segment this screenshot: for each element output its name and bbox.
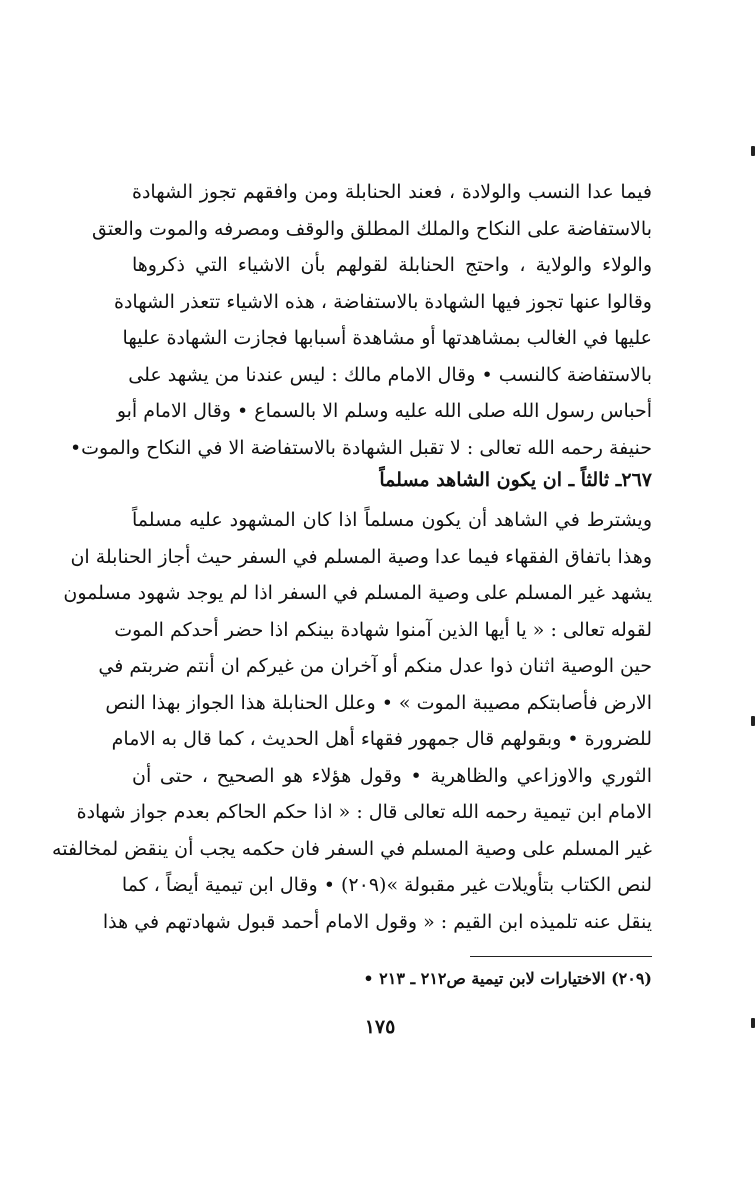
text-line: يشهد غير المسلم على وصية المسلم في السفر اذا لم يوجد شهود مسلمون — [63, 582, 652, 604]
text-line: ينقل عنه تلميذه ابن القيم : « وقول الامام أحمد قبول شهادتهم في هذا — [102, 910, 652, 933]
text-line: عليها في الغالب بمشاهدتها أو مشاهدة أسبابها فجازت الشهادة عليها — [122, 327, 652, 349]
text-line: وهذا باتفاق الفقهاء فيما عدا وصية المسلم في السفر حيث أجاز الحنابلة ان — [70, 545, 652, 568]
text-line: للضرورة • وبقولهم قال جمهور فقهاء أهل الحديث ، كما قال به الامام — [111, 728, 652, 750]
paragraph-2 — [52, 502, 652, 940]
scan-edge-mark — [751, 146, 755, 156]
text-line: الامام ابن تيمية رحمه الله تعالى قال : « اذا حكم الحاكم بعدم جواز شهادة — [76, 801, 652, 823]
footnote: (٢٠٩) الاختيارات لابن تيمية ص٢١٢ ـ ٢١٣ • — [363, 969, 652, 988]
text-line: بالاستفاضة كالنسب • وقال الامام مالك : ليس عندنا من يشهد على — [128, 363, 652, 386]
section-heading: ٢٦٧ـ ثالثاً ـ ان يكون الشاهد مسلماً — [379, 469, 652, 491]
page-number: ١٧٥ — [364, 1016, 396, 1038]
scan-edge-mark — [751, 716, 755, 726]
text-line: فيما عدا النسب والولادة ، فعند الحنابلة ومن وافقهم تجوز الشهادة — [132, 181, 652, 203]
paragraph-1 — [69, 174, 652, 466]
text-line: حنيفة رحمه الله تعالى : لا تقبل الشهادة بالاستفاضة الا في النكاح والموت• — [69, 436, 652, 459]
text-line: الارض فأصابتكم مصيبة الموت » • وعلل الحنابلة هذا الجواز بهذا النص — [105, 691, 652, 714]
text-line: الثوري والاوزاعي والظاهرية • وقول هؤلاء هو الصحيح ، حتى أن — [132, 764, 652, 787]
text-line: لنص الكتاب بتأويلات غير مقبولة »(٢٠٩) • وقال ابن تيمية أيضاً ، كما — [121, 874, 652, 896]
text-line: والولاء والولاية ، واحتج الحنابلة لقولهم بأن الاشياء التي ذكروها — [132, 254, 652, 276]
text-line: وقالوا عنها تجوز فيها الشهادة بالاستفاضة ، هذه الاشياء تتعذر الشهادة — [113, 290, 652, 313]
scan-edge-mark — [751, 1018, 755, 1028]
text-line: غير المسلم على وصية المسلم في السفر فان حكمه يجب أن ينقض لمخالفته — [52, 837, 652, 860]
text-line: بالاستفاضة على النكاح والملك المطلق والوقف ومصرفه والموت والعتق — [91, 217, 652, 240]
text-line: ويشترط في الشاهد أن يكون مسلماً اذا كان المشهود عليه مسلماً — [132, 509, 652, 531]
text-line: أحباس رسول الله صلى الله عليه وسلم الا بالسماع • وقال الامام أبو — [116, 400, 652, 422]
text-line: لقوله تعالى : « يا أيها الذين آمنوا شهادة بينكم اذا حضر أحدكم الموت — [114, 618, 652, 641]
footnote-separator — [470, 956, 652, 957]
text-line: حين الوصية اثنان ذوا عدل منكم أو آخران من غيركم ان أنتم ضربتم في — [98, 655, 652, 677]
